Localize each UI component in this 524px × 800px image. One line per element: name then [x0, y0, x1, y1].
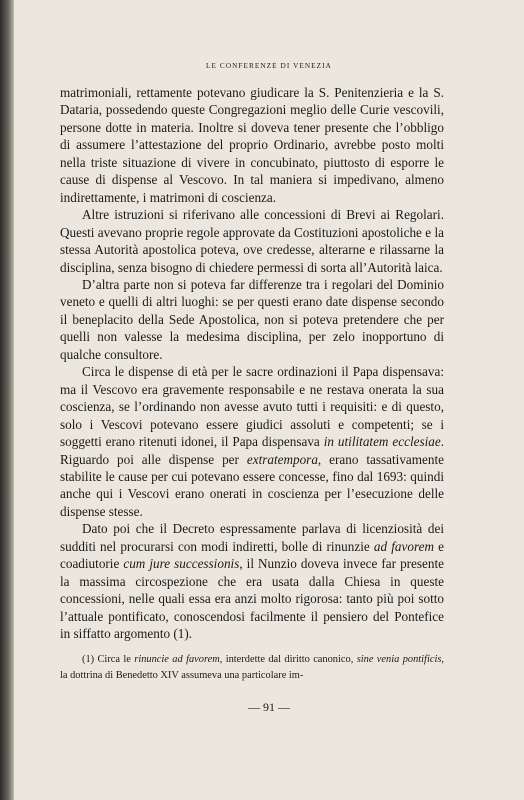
paragraph-1: matrimoniali, rettamente potevano giudicare la S. Penitenzieria e la S. Dataria, possedendo queste Congregazioni meglio delle Curie vescovili, persone dotte in materia. Inoltre si doveva tener presente che l’obbligo di assumere l’attestazione del proprio Ordinario, avrebbe posto molti nella triste situazione di vivere in concubinato, piuttosto di esporre le cause di dispense al Vescovo. In tal maniera si impedivano, almeno indirettamente, i matrimoni di coscienza.	[60, 85, 444, 205]
footnote-1	[60, 652, 444, 683]
main-text	[60, 84, 444, 643]
text-run: (1) Circa le	[82, 654, 135, 665]
text-run: , il Nunzio doveva invece far presente la massima circospezione che era usata dalla Chiesa in queste concessioni, nelle quali essa era anzi molto rigorosa: tanto più poi sotto l’attuale pontificato, conoscendosi facilmente il pensiero del Pontefice in siffatto argomento (1).	[60, 556, 445, 642]
italic-phrase: extratempora	[246, 451, 318, 467]
running-header: LE CONFERENZE DI VENEZIA	[206, 62, 332, 70]
footnote	[60, 652, 444, 683]
page-number: — 91 —	[248, 700, 290, 714]
paragraph-5	[60, 520, 444, 642]
text-run: e coadiutorie	[60, 538, 444, 572]
text-run: Dato poi che il Decreto espressamente parlava di licenziosità dei sudditi nel procurarsi con modi indiretti, bolle di rinunzie	[60, 521, 444, 554]
text-run: Circa le dispense di età per le sacre ordinazioni il Papa dispensava: ma il Vescovo era gravemente responsabile e ne restava onerata la sua coscienza, se l’ordinando non avesse avuto tutti i requisiti: e di questo, solo i Vescovi potevano essere giudici assoluti e competenti; se i soggetti erano ritenuti idonei, il Papa dispensava	[60, 364, 444, 450]
paragraph-2: Altre istruzioni si riferivano alle concessioni di Brevi ai Regolari. Questi avevano proprie regole approvate da Costituzioni apostoliche e la stessa Autorità apostolica poteva, ove credesse, alterarne e rilassarne la disciplina, senza bisogno di chiedere permessi di sorta all’Autorità laica.	[60, 207, 444, 275]
italic-phrase: sine venia pontificis	[356, 654, 442, 665]
paragraph-3: D’altra parte non si poteva far differenze tra i regolari del Dominio veneto e quelli di altri luoghi: se per questi erano date dispense secondo il beneplacito della Sede Apostolica, non si poteva pretendere che per quelli non valesse la medesima disciplina, per zelo inopportuno di qualche consultore.	[60, 276, 444, 362]
text-run: , erano tassativamente stabilite le cause per cui potevano essere concesse, fino dal 1693: quindi anche qui i Vescovi erano onerati in coscienza per l’esecuzione delle dispense stesse.	[60, 451, 444, 519]
text-run: , interdette dal diritto canonico,	[219, 654, 357, 665]
book-spine-shadow	[0, 0, 14, 800]
italic-phrase: cum jure successionis	[123, 556, 240, 572]
text-run: . Riguardo poi alle dispense per	[60, 434, 444, 467]
italic-phrase: in utilitatem ecclesiae	[323, 434, 441, 450]
paragraph-4	[60, 363, 444, 520]
italic-phrase: rinuncie ad favorem	[134, 654, 220, 665]
italic-phrase: ad favorem	[373, 538, 434, 554]
text-run: , la dottrina di Benedetto XIV assumeva una particolare im-	[60, 654, 444, 681]
